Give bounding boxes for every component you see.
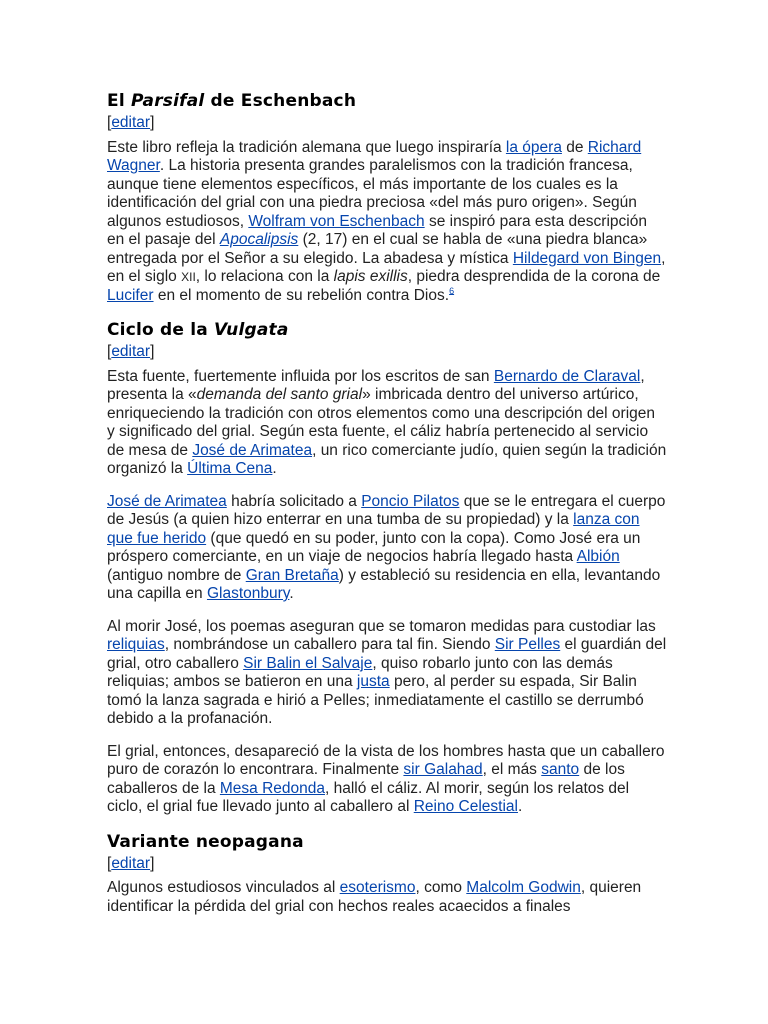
text-run: , quieren identificar la pérdida del grial con hechos reales acaecidos a finales xyxy=(107,879,642,915)
link-sir-pelles[interactable]: Sir Pelles xyxy=(494,636,561,653)
text-run: , quiso robarlo junto con las demás reliquias; ambos se batieron en una xyxy=(107,654,613,690)
edit-link[interactable]: editar xyxy=(111,854,151,872)
link-bernardo-de-claraval[interactable]: Bernardo de Claraval xyxy=(493,367,641,385)
italic-term: demanda del santo grial xyxy=(196,386,363,403)
text-run: , un rico comerciante judío, quien según la tradición organizó la xyxy=(107,441,667,477)
text-run: Algunos estudiosos vinculados al xyxy=(107,879,340,896)
link-wolfram-von-eschenbach[interactable]: Wolfram von Eschenbach xyxy=(248,212,425,230)
text-run: , en el siglo xyxy=(107,249,666,285)
text-run: el guardián del grial, otro caballero xyxy=(107,636,667,672)
paragraph xyxy=(107,879,667,916)
text-run: (2, 17) en el cual se habla de «una piedra blanca» entregada por el Señor a su elegido. La abadesa y mística xyxy=(107,231,648,267)
text-run: . xyxy=(272,460,277,477)
paragraph xyxy=(107,618,667,729)
edit-section-parsifal: [editar] xyxy=(107,114,155,131)
text-run: , el más xyxy=(482,761,542,778)
text-run: Al morir José, los poemas aseguran que se tomaron medidas para custodiar las xyxy=(107,617,656,635)
heading-italic-text: Parsifal xyxy=(130,91,205,111)
section-heading-vulgata xyxy=(107,319,667,341)
text-run: , presenta la « xyxy=(107,367,645,403)
article-body xyxy=(107,90,667,930)
link-justa[interactable]: justa xyxy=(356,673,390,690)
text-run: que se le entregara el cuerpo de Jesús (a quien hizo enterrar en una tumba de su propiedad) y la xyxy=(107,492,666,528)
text-run: habría solicitado a xyxy=(226,492,362,510)
link-reino-celestial[interactable]: Reino Celestial xyxy=(413,798,518,815)
paragraph xyxy=(107,743,667,817)
heading-text: Ciclo de la xyxy=(107,320,215,340)
edit-section-neopagana: [editar] xyxy=(107,854,155,872)
heading-text: de Eschenbach xyxy=(204,91,357,111)
heading-italic-text: Vulgata xyxy=(214,320,289,340)
text-run: de los caballeros de la xyxy=(107,761,625,797)
edit-section-vulgata: [editar] xyxy=(107,343,155,360)
century-numeral: XII xyxy=(181,270,196,284)
text-run: El grial, entonces, desapareció de la vista de los hombres hasta que un caballero puro de corazón lo encontrara. Finalmente xyxy=(107,742,665,778)
text-run: . La historia presenta grandes paralelismos con la tradición francesa, aunque tiene elementos específicos, el más importante de los cuales es la identificación del grial con una piedra preciosa «del más puro origen». Según algunos estudiosos, xyxy=(107,157,637,230)
link-esoterismo[interactable]: esoterismo xyxy=(339,879,416,896)
edit-link[interactable]: editar xyxy=(111,114,151,131)
link-albion[interactable]: Albión xyxy=(576,548,620,565)
text-run: , halló el cáliz. Al morir, según los relatos del ciclo, el grial fue llevado junto al caballero al xyxy=(107,779,630,815)
link-reliquias[interactable]: reliquias xyxy=(107,636,165,653)
link-hildegard-von-bingen[interactable]: Hildegard von Bingen xyxy=(512,249,662,267)
section-heading-parsifal xyxy=(107,90,667,112)
link-apocalipsis[interactable]: Apocalipsis xyxy=(219,231,299,248)
text-run: . xyxy=(517,798,523,815)
text-run: Este libro refleja la tradición alemana que luego inspiraría xyxy=(107,138,506,156)
section-heading-neopagana: Variante neopagana xyxy=(107,831,304,852)
link-santo[interactable]: santo xyxy=(541,761,580,778)
text-run: , lo relaciona con la xyxy=(195,268,334,285)
text-run: (antiguo nombre de xyxy=(107,566,246,584)
link-jose-de-arimatea[interactable]: José de Arimatea xyxy=(107,492,227,510)
link-ultima-cena[interactable]: Última Cena xyxy=(187,460,273,477)
text-run: ) y estableció su residencia en ella, levantando una capilla en xyxy=(107,566,661,602)
text-run: (que quedó en su poder, junto con la copa). Como José era un próspero comerciante, en un viaje de negocios habría llegado hasta xyxy=(107,529,641,565)
text-run: . xyxy=(289,585,294,602)
text-run: de xyxy=(561,138,588,156)
link-poncio-pilatos[interactable]: Poncio Pilatos xyxy=(361,492,460,510)
link-sir-balin[interactable]: Sir Balin el Salvaje xyxy=(243,654,373,672)
heading-text: El xyxy=(107,91,131,111)
link-jose-de-arimatea[interactable]: José de Arimatea xyxy=(192,441,313,459)
text-run: se inspiró para esta descripción en el pasaje del xyxy=(107,212,647,248)
link-richard-wagner[interactable]: Richard Wagner xyxy=(107,138,642,174)
text-run: » imbricada dentro del universo artúrico, enriqueciendo la tradición con otros elementos como una descripción del origen y significado del grial. Según esta fuente, el cáliz habría pertenecido al servicio de mesa de xyxy=(107,386,655,459)
link-lucifer[interactable]: Lucifer xyxy=(107,286,154,304)
text-run: en el momento de su rebelión contra Dios. xyxy=(153,286,450,304)
link-malcolm-godwin[interactable]: Malcolm Godwin xyxy=(466,879,581,896)
text-run: , como xyxy=(415,879,467,896)
link-la-opera[interactable]: la ópera xyxy=(505,138,562,156)
text-run: Esta fuente, fuertemente influida por los escritos de san xyxy=(107,367,494,385)
link-glastonbury[interactable]: Glastonbury xyxy=(206,585,290,602)
paragraph xyxy=(107,139,667,306)
paragraph xyxy=(107,493,667,604)
text-run: , nombrándose un caballero para tal fin. Siendo xyxy=(164,636,495,653)
text-run: , piedra desprendida de la corona de xyxy=(407,268,661,285)
link-lanza[interactable]: lanza con que fue herido xyxy=(107,511,640,547)
link-mesa-redonda[interactable]: Mesa Redonda xyxy=(219,779,325,797)
link-sir-galahad[interactable]: sir Galahad xyxy=(403,761,483,778)
paragraph xyxy=(107,368,667,479)
edit-link[interactable]: editar xyxy=(111,343,151,360)
italic-term: lapis exillis xyxy=(333,268,408,285)
link-gran-bretana[interactable]: Gran Bretaña xyxy=(245,566,339,584)
text-run: pero, al perder su espada, Sir Balin tomó la lanza sagrada e hirió a Pelles; inmediatamente el castillo se derrumbó debido a la profanación. xyxy=(107,673,644,727)
footnote-ref[interactable]: 6 xyxy=(449,285,455,296)
